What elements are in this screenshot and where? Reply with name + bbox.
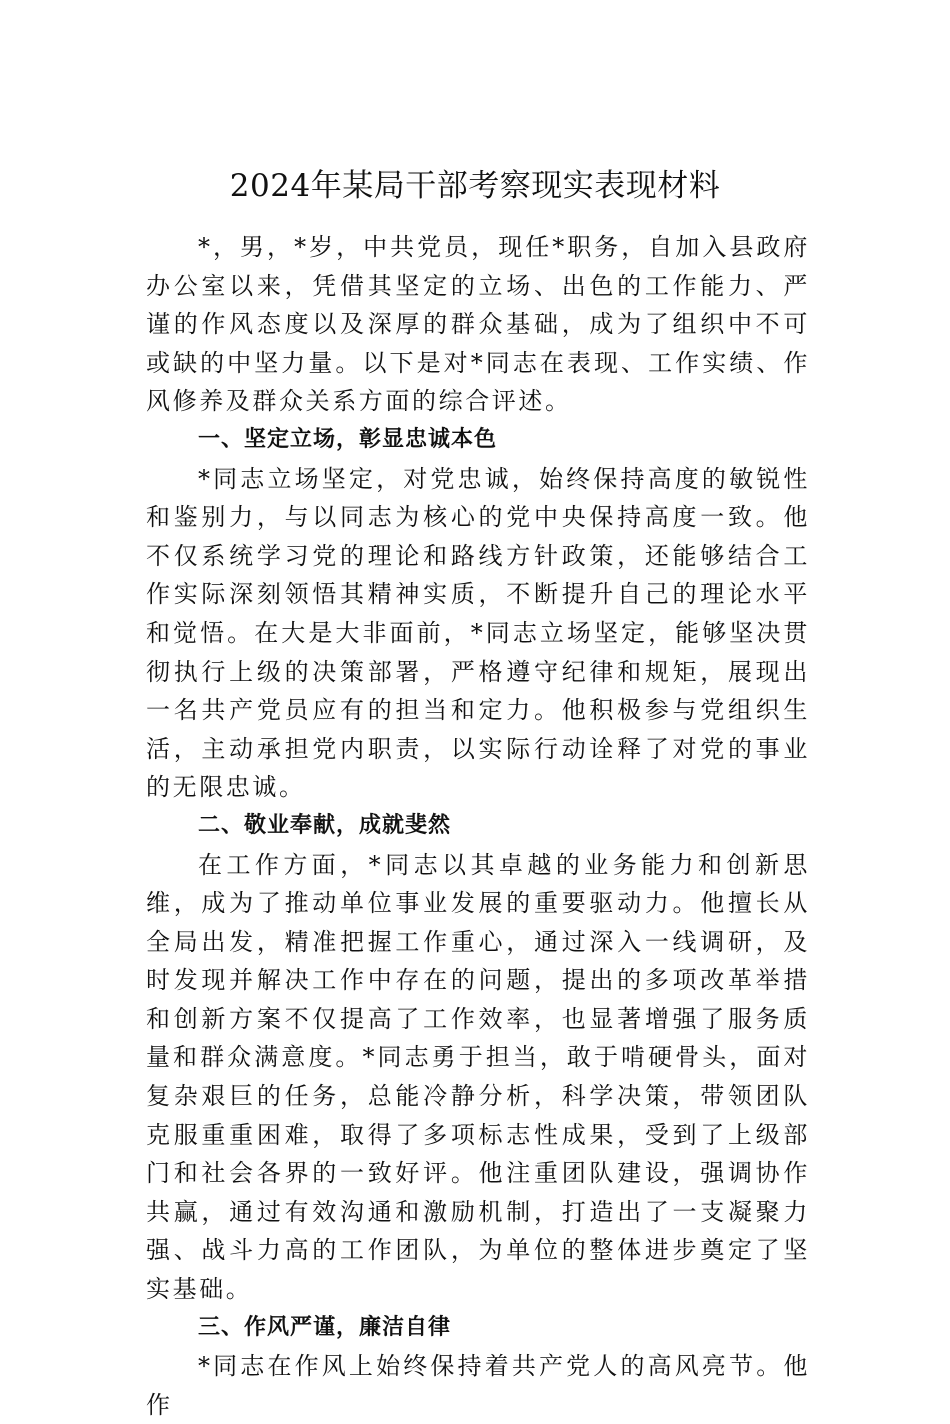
document-body [146, 228, 810, 1424]
intro-paragraph: *，男，*岁，中共党员，现任*职务，自加入县政府办公室以来，凭借其坚定的立场、出色的工作能力、严谨的作风态度以及深厚的群众基础，成为了组织中不可或缺的中坚力量。以下是对*同志在表现、工作实绩、作风修养及群众关系方面的综合评述。 [146, 233, 810, 416]
document-title: 2024年某局干部考察现实表现材料 [229, 168, 721, 204]
section-2-paragraph: 在工作方面，*同志以其卓越的业务能力和创新思维，成为了推动单位事业发展的重要驱动力。他擅长从全局出发，精准把握工作重心，通过深入一线调研，及时发现并解决工作中存在的问题，提出的多项改革举措和创新方案不仅提高了工作效率，也显著增强了服务质量和群众满意度。*同志勇于担当，敢于啃硬骨头，面对复杂艰巨的任务，总能冷静分析，科学决策，带领团队克服重重困难，取得了多项标志性成果，受到了上级部门和社会各界的一致好评。他注重团队建设，强调协作共赢，通过有效沟通和激励机制，打造出了一支凝聚力强、战斗力高的工作团队，为单位的整体进步奠定了坚实基础。 [146, 850, 810, 1304]
section-3-paragraph: *同志在作风上始终保持着共产党人的高风亮节。他作 [146, 1352, 810, 1419]
section-2-heading: 二、敬业奉献，成就斐然 [198, 812, 452, 838]
section-1-paragraph: *同志立场坚定，对党忠诚，始终保持高度的敏锐性和鉴别力，与以同志为核心的党中央保持高度一致。他不仅系统学习党的理论和路线方针政策，还能够结合工作实际深刻领悟其精神实质，不断提升自己的理论水平和觉悟。在大是大非面前，*同志立场坚定，能够坚决贯彻执行上级的决策部署，严格遵守纪律和规矩，展现出一名共产党员应有的担当和定力。他积极参与党组织生活，主动承担党内职责，以实际行动诠释了对党的事业的无限忠诚。 [146, 464, 810, 802]
section-1-heading: 一、坚定立场，彰显忠诚本色 [198, 426, 498, 452]
section-3-heading: 三、作风严谨，廉洁自律 [198, 1314, 452, 1340]
